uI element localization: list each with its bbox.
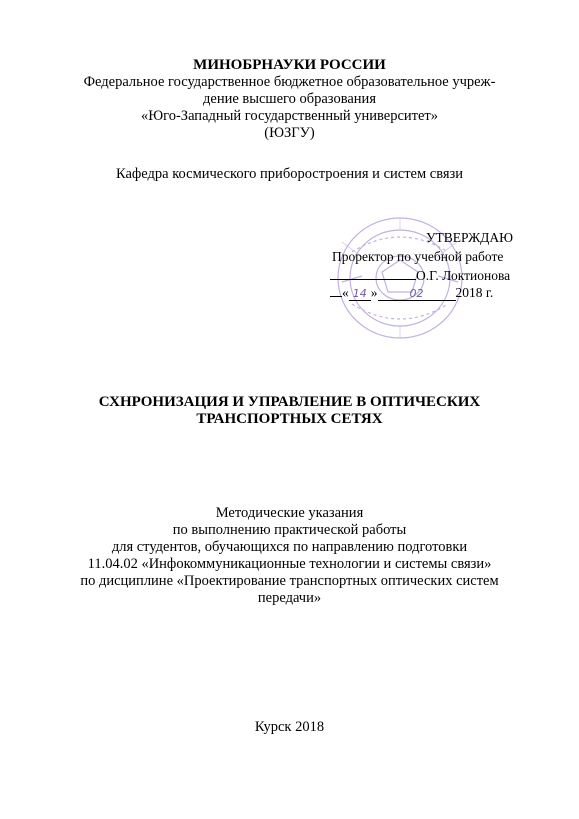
approval-signer: О.Г. Локтионова — [416, 268, 511, 283]
guide-line-5: по дисциплине «Проектирование транспортных оптических систем — [80, 573, 499, 589]
institution-block — [60, 74, 519, 142]
institution-line-1: Федеральное государственное бюджетное образовательное учреж- — [83, 74, 496, 90]
signature-blank — [330, 279, 416, 280]
date-open-quote: « — [342, 285, 349, 300]
date-leading-blank — [330, 296, 342, 297]
guide-line-3: для студентов, обучающихся по направлению подготовки — [111, 539, 468, 555]
guide-description — [60, 505, 519, 607]
approval-block — [330, 225, 530, 325]
guide-line-1: Методические указания — [215, 505, 364, 521]
institution-line-2: дение высшего образования — [203, 91, 376, 107]
document-title — [60, 394, 519, 428]
city-year: Курск 2018 — [254, 719, 325, 735]
date-close-quote: » — [370, 285, 378, 300]
university-abbrev: (ЮЗГУ) — [264, 125, 315, 141]
department-name: Кафедра космического приборостроения и систем связи — [115, 166, 464, 182]
approval-title: УТВЕРЖДАЮ — [426, 230, 514, 245]
guide-line-6: передачи» — [257, 590, 322, 606]
date-year: 2018 г. — [455, 285, 494, 300]
university-name: «Юго-Западный государственный университет» — [140, 108, 439, 124]
approval-date-line — [330, 285, 493, 301]
approval-signature-line — [330, 268, 510, 284]
guide-line-4: 11.04.02 «Инфокоммуникационные технологии и системы связи» — [87, 556, 492, 572]
title-line-2: ТРАНСПОРТНЫХ СЕТЯХ — [196, 411, 383, 427]
date-day: 14 — [349, 287, 371, 301]
ministry-heading: МИНОБРНАУКИ РОССИИ — [193, 57, 386, 73]
approval-role: Проректор по учебной работе — [332, 249, 504, 264]
title-line-1: СХНРОНИЗАЦИЯ И УПРАВЛЕНИЕ В ОПТИЧЕСКИХ — [98, 394, 481, 410]
guide-line-2: по выполнению практической работы — [172, 522, 407, 538]
date-month: 02 — [378, 287, 456, 301]
